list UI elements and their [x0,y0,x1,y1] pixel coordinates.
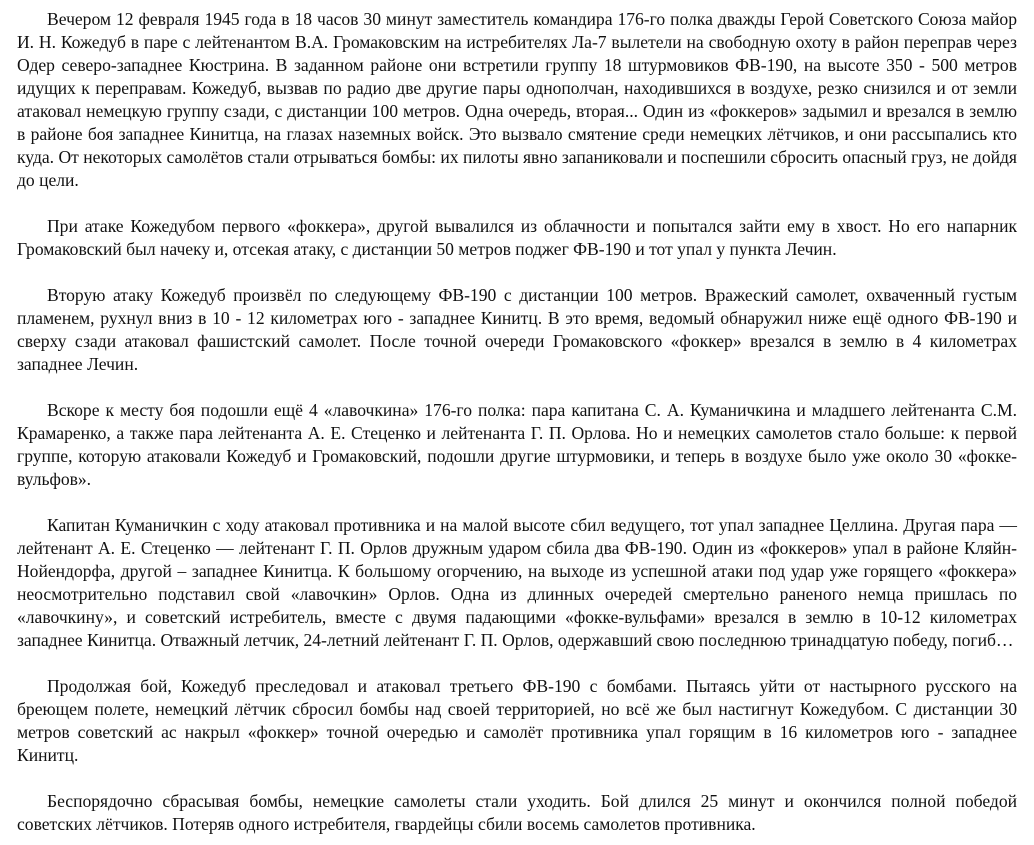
paragraph-1: Вечером 12 февраля 1945 года в 18 часов 30 минут заместитель командира 176-го полка дважды Герой Советского Союза майор И. Н. Кожедуб в паре с лейтенантом В.А. Громаковским на истребителях Ла-7 вылетели на свободную охоту в район переправ через Одер северо-западнее Кюстрина. В заданном районе они встретили группу 18 штурмовиков ФВ-190, на высоте 350 - 500 метров идущих к переправам. Кожедуб, вызвав по радио две другие пары однополчан, находившихся в воздухе, резко снизился и от земли атаковал немецкую группу сзади, с дистанции 100 метров. Одна очередь, вторая... Один из «фоккеров» задымил и врезался в землю в районе боя западнее Кинитца, на глазах наземных войск. Это вызвало смятение среди немецких лётчиков, и они рассыпались кто куда. От некоторых самолётов стали отрываться бомбы: их пилоты явно запаниковали и поспешили сбросить опасный груз, не дойдя до цели. [17,9,1017,190]
paragraph-5: Капитан Куманичкин с ходу атаковал противника и на малой высоте сбил ведущего, тот упал западнее Целлина. Другая пара — лейтенант А. Е. Стеценко — лейтенант Г. П. Орлов дружным ударом сбила два ФВ-190. Один из «фоккеров» упал в районе Кляйн-Нойендорфа, другой – западнее Кинитца. К большому огорчению, на выходе из успешной атаки под удар уже горящего «фоккера» неосмотрительно подставил свой «лавочкин» Орлов. Одна из длинных очередей смертельно раненого немца пришлась по «лавочкину», и советский истребитель, вместе с двумя падающими «фокке-вульфами» врезался в землю в 10-12 километрах западнее Кинитца. Отважный летчик, 24-летний лейтенант Г. П. Орлов, одержавший свою последнюю тринадцатую победу, погиб… [17,515,1017,650]
article-body [17,8,1017,836]
paragraph-4: Вскоре к месту боя подошли ещё 4 «лавочкина» 176-го полка: пара капитана С. А. Куманичкина и младшего лейтенанта С.М. Крамаренко, а также пара лейтенанта А. Е. Стеценко и лейтенанта Г. П. Орлова. Но и немецких самолетов стало больше: к первой группе, которую атаковали Кожедуб и Громаковский, подошли другие штурмовики, и теперь в воздухе было уже около 30 «фокке-вульфов». [17,400,1017,489]
paragraph-7: Беспорядочно сбрасывая бомбы, немецкие самолеты стали уходить. Бой длился 25 минут и окончился полной победой советских лётчиков. Потеряв одного истребителя, гвардейцы сбили восемь самолетов противника. [17,791,1017,834]
paragraph-3: Вторую атаку Кожедуб произвёл по следующему ФВ-190 с дистанции 100 метров. Вражеский самолет, охваченный густым пламенем, рухнул вниз в 10 - 12 километрах юго - западнее Кинитц. В это время, ведомый обнаружил ниже ещё одного ФВ-190 и сверху сзади атаковал фашистский самолет. После точной очереди Громаковского «фоккер» врезался в землю в 4 километрах западнее Лечин. [17,285,1017,374]
paragraph-2: При атаке Кожедубом первого «фоккера», другой вывалился из облачности и попытался зайти ему в хвост. Но его напарник Громаковский был начеку и, отсекая атаку, с дистанции 50 метров поджег ФВ-190 и тот упал у пункта Лечин. [17,216,1017,259]
paragraph-6: Продолжая бой, Кожедуб преследовал и атаковал третьего ФВ-190 с бомбами. Пытаясь уйти от настырного русского на бреющем полете, немецкий лётчик сбросил бомбы над своей территорией, но всё же был настигнут Кожедубом. С дистанции 30 метров советский ас накрыл «фоккер» точной очередью и самолёт противника упал горящим в 16 километров юго - западнее Кинитц. [17,676,1017,765]
